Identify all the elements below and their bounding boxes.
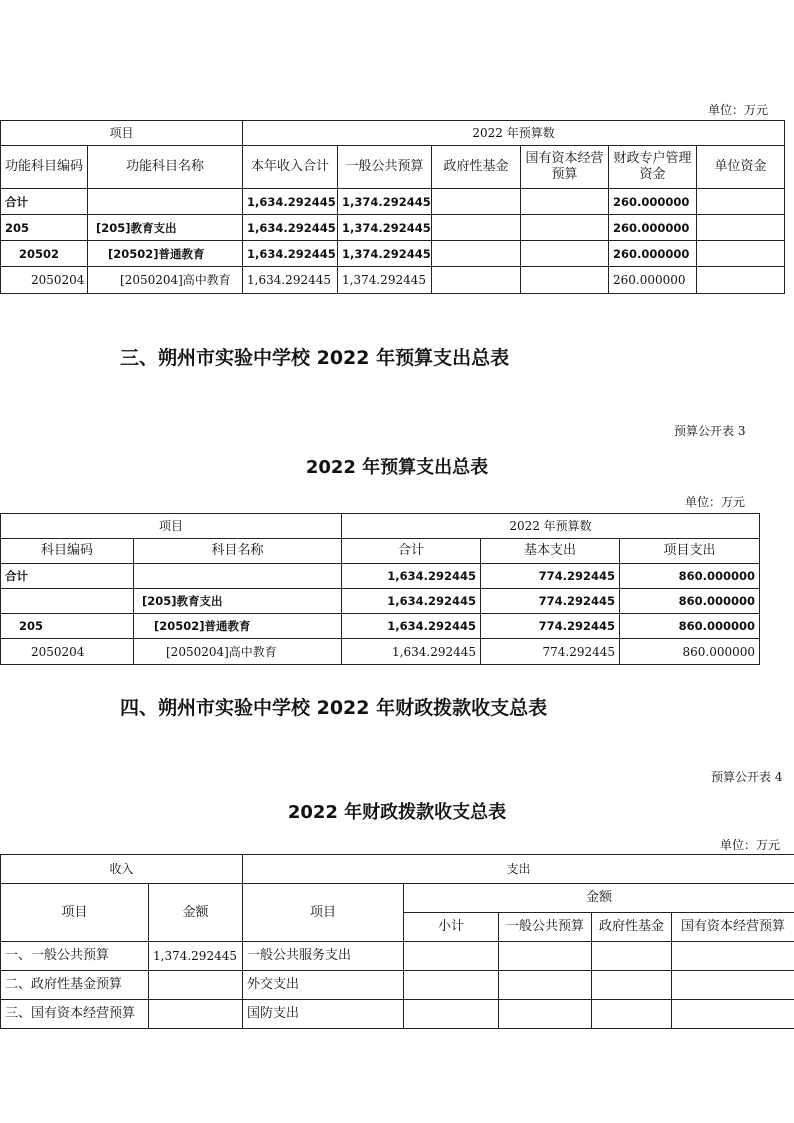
cell-total: 1,634.292445 xyxy=(342,614,481,639)
cell-total: 1,634.292445 xyxy=(243,267,338,294)
cell-total: 1,634.292445 xyxy=(342,589,481,614)
cell-basic: 774.292445 xyxy=(481,614,620,639)
cell-unit-fund xyxy=(697,189,785,215)
col-header: 项目 xyxy=(1,884,149,942)
col-header: 项目 xyxy=(243,884,404,942)
cell-name: [20502]普通教育 xyxy=(88,241,243,267)
header-expense: 支出 xyxy=(243,855,794,884)
cell-empty xyxy=(672,1000,794,1029)
cell-state xyxy=(521,189,609,215)
cell-general: 1,374.292445 xyxy=(338,267,432,294)
cell-empty xyxy=(592,1000,672,1029)
cell-total: 1,634.292445 xyxy=(243,215,338,241)
col-header: 一般公共预算 xyxy=(499,913,592,942)
table-row xyxy=(1,942,794,971)
cell-project: 860.000000 xyxy=(620,589,760,614)
cell-empty xyxy=(404,1000,499,1029)
cell-code: 合计 xyxy=(1,189,88,215)
section-title: 四、朔州市实验中学校 2022 年财政拨款收支总表 xyxy=(120,697,548,719)
cell-total: 1,634.292445 xyxy=(243,189,338,215)
header-income: 收入 xyxy=(1,855,243,884)
cell-special: 260.000000 xyxy=(609,189,697,215)
budget-expense-table xyxy=(0,513,760,665)
cell-name: [205]教育支出 xyxy=(88,215,243,241)
cell-empty xyxy=(499,971,592,1000)
cell-special: 260.000000 xyxy=(609,241,697,267)
cell-code: 合计 xyxy=(1,564,134,589)
cell-basic: 774.292445 xyxy=(481,589,620,614)
cell-fund xyxy=(432,267,521,294)
table-row xyxy=(1,589,760,614)
section-title: 三、朔州市实验中学校 2022 年预算支出总表 xyxy=(120,347,510,369)
header-year: 2022 年预算数 xyxy=(342,514,760,539)
budget-income-table xyxy=(0,120,785,294)
table-row xyxy=(1,1000,794,1029)
cell-empty xyxy=(499,942,592,971)
cell-total: 1,634.292445 xyxy=(342,564,481,589)
cell-general: 1,374.292445 xyxy=(338,215,432,241)
cell-item: 一、一般公共预算 xyxy=(1,942,149,971)
cell-unit-fund xyxy=(697,241,785,267)
col-header: 小计 xyxy=(404,913,499,942)
col-header: 科目编码 xyxy=(1,539,134,564)
unit-label: 单位：万元 xyxy=(685,495,746,509)
table-title: 2022 年财政拨款收支总表 xyxy=(287,802,507,823)
col-header: 功能科目编码 xyxy=(1,146,88,189)
cell-empty xyxy=(404,971,499,1000)
cell-state xyxy=(521,241,609,267)
cell-name: [205]教育支出 xyxy=(134,589,342,614)
cell-empty xyxy=(499,1000,592,1029)
cell-empty xyxy=(592,971,672,1000)
cell-project: 860.000000 xyxy=(620,614,760,639)
table-row xyxy=(1,971,794,1000)
cell-amount: 1,374.292445 xyxy=(149,942,243,971)
col-header: 一般公共预算 xyxy=(338,146,432,189)
table-row xyxy=(1,267,785,294)
cell-state xyxy=(521,267,609,294)
cell-unit-fund xyxy=(697,267,785,294)
cell-code: 205 xyxy=(1,215,88,241)
cell-exp-item: 一般公共服务支出 xyxy=(243,942,404,971)
table-row xyxy=(1,614,760,639)
cell-project: 860.000000 xyxy=(620,639,760,665)
cell-amount xyxy=(149,971,243,1000)
cell-code: 2050204 xyxy=(1,639,134,665)
cell-item: 三、国有资本经营预算 xyxy=(1,1000,149,1029)
cell-name: [2050204]高中教育 xyxy=(134,639,342,665)
table-row xyxy=(1,215,785,241)
col-header: 基本支出 xyxy=(481,539,620,564)
cell-code: 205 xyxy=(1,614,134,639)
cell-fund xyxy=(432,189,521,215)
unit-label: 单位：万元 xyxy=(720,838,781,852)
cell-empty xyxy=(672,942,794,971)
cell-fund xyxy=(432,215,521,241)
header-amount-group: 金额 xyxy=(404,884,794,913)
cell-empty xyxy=(672,971,794,1000)
cell-state xyxy=(521,215,609,241)
col-header: 国有资本经营预算 xyxy=(672,913,794,942)
cell-name: [20502]普通教育 xyxy=(134,614,342,639)
cell-item: 二、政府性基金预算 xyxy=(1,971,149,1000)
cell-fund xyxy=(432,241,521,267)
cell-total: 1,634.292445 xyxy=(342,639,481,665)
cell-code: 2050204 xyxy=(1,267,88,294)
unit-label: 单位：万元 xyxy=(708,103,769,117)
table-row xyxy=(1,564,760,589)
cell-basic: 774.292445 xyxy=(481,639,620,665)
col-header: 单位资金 xyxy=(697,146,785,189)
cell-name: [2050204]高中教育 xyxy=(88,267,243,294)
cell-general: 1,374.292445 xyxy=(338,189,432,215)
col-header: 政府性基金 xyxy=(432,146,521,189)
table-row xyxy=(1,241,785,267)
col-header: 项目支出 xyxy=(620,539,760,564)
cell-name xyxy=(134,564,342,589)
cell-general: 1,374.292445 xyxy=(338,241,432,267)
table-tag: 预算公开表 3 xyxy=(674,424,746,438)
cell-basic: 774.292445 xyxy=(481,564,620,589)
header-year: 2022 年预算数 xyxy=(243,121,785,146)
cell-special: 260.000000 xyxy=(609,215,697,241)
col-header: 政府性基金 xyxy=(592,913,672,942)
cell-exp-item: 外交支出 xyxy=(243,971,404,1000)
cell-unit-fund xyxy=(697,215,785,241)
cell-empty xyxy=(592,942,672,971)
header-project: 项目 xyxy=(1,121,243,146)
col-header: 功能科目名称 xyxy=(88,146,243,189)
cell-amount xyxy=(149,1000,243,1029)
col-header: 合计 xyxy=(342,539,481,564)
table-tag: 预算公开表 4 xyxy=(711,770,783,784)
table-row xyxy=(1,189,785,215)
header-project: 项目 xyxy=(1,514,342,539)
cell-name xyxy=(88,189,243,215)
col-header: 财政专户管理资金 xyxy=(609,146,697,189)
col-header: 金额 xyxy=(149,884,243,942)
cell-special: 260.000000 xyxy=(609,267,697,294)
cell-empty xyxy=(404,942,499,971)
col-header: 本年收入合计 xyxy=(243,146,338,189)
cell-total: 1,634.292445 xyxy=(243,241,338,267)
cell-code xyxy=(1,589,134,614)
cell-code: 20502 xyxy=(1,241,88,267)
cell-exp-item: 国防支出 xyxy=(243,1000,404,1029)
col-header: 国有资本经营预算 xyxy=(521,146,609,189)
appropriation-table xyxy=(0,854,794,1029)
cell-project: 860.000000 xyxy=(620,564,760,589)
table-title: 2022 年预算支出总表 xyxy=(305,457,489,478)
table-row xyxy=(1,639,760,665)
col-header: 科目名称 xyxy=(134,539,342,564)
